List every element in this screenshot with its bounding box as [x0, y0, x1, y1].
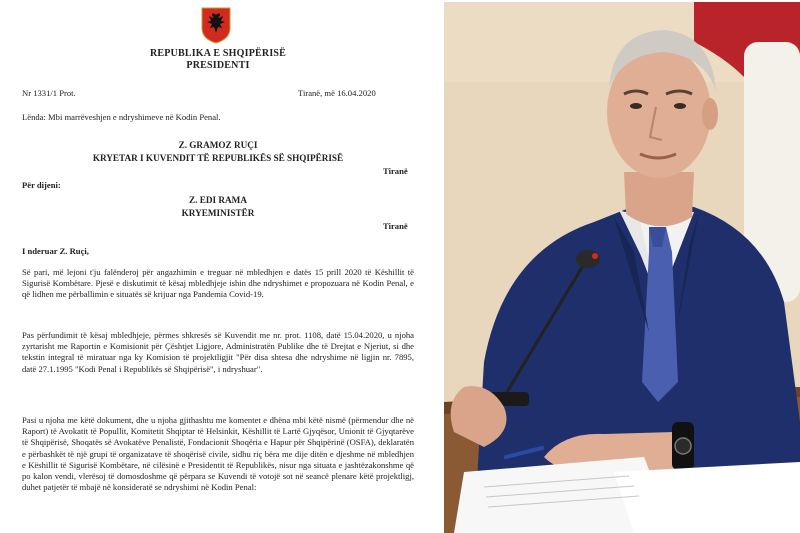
president-photo [444, 2, 800, 533]
letter-office-heading: PRESIDENTI [186, 60, 250, 71]
cc-label: Për dijeni: [22, 180, 61, 190]
recipient-city: Tiranë [383, 166, 408, 176]
protocol-number: Nr 1331/1 Prot. [22, 88, 76, 98]
recipient-name: Z. GRAMOZ RUÇI [178, 140, 258, 150]
letter-paragraph-3: Pasi u njoha me këtë dokument, dhe u njoha gjithashtu me komentet e dhëna mbi këtë nismë (përmendur dhe në Raport) të Avokatit të Popullit, Komitetit Shqiptar të Helsinkit, Këshillit të Lartë Gjyqësor, Unionit të Gjyqtarëve të Shqipërisë, Shoqatës së Avokatëve Penalistë, Fondacionit Shoqëria e Hapur për Shqipërinë (OSFA), deklaratën e përbashkët të një grupi të organizatave të shoqërisë civile, sidhu riç bëra me dije ditën e djeshme në mbledhjen e Këshillit të Sigurisë Kombëtare, në cilësinë e Presidentit të Republikës, nisur nga situata e jashtëzakonshme që po kalon vendi, vlerësoj të domosdoshme që përpara se Kuvendi të votojë sot në seancë plenare këtë projektligj, duhet patjetër të mbajë në konsideratë se ndryshimi në Kodin Penal: [22, 415, 414, 493]
albania-emblem-icon [200, 6, 232, 44]
letter-paragraph-1: Së pari, më lejoni t'ju falënderoj për angazhimin e treguar në mbledhjen e datës 15 prill 2020 të Këshillit të Sigurisë Kombëtare. Pjesë e diskutimit të kësaj mbledhjeje ishin dhe ndryshimet e propozuara në Kodin Penal, e që lidhen me përballimin e situatës së krijuar nga Pandemia Covid-19. [22, 267, 414, 300]
subject-line: Lënda: Mbi marrëveshjen e ndryshimeve në Kodin Penal. [22, 112, 221, 122]
place-date: Tiranë, më 16.04.2020 [298, 88, 376, 98]
letter-paragraph-2: Pas përfundimit të kësaj mbledhjeje, përmes shkresës së Kuvendit me nr. prot. 1108, datë 15.04.2020, u njoha zyrtarisht me Raportin e Komisionit për Çështjet Ligjore, Administratën Publike dhe të Drejtat e Njeriut, si dhe tekstin integral të miratuar nga ky Komision të projektligjit "Për disa shtesa dhe ndryshime në ligjin nr. 7895, datë 27.1.1995 "Kodi Penal i Republikës së Shqipërisë", i ndryshuar". [22, 330, 414, 374]
cc-title: KRYEMINISTËR [181, 208, 255, 218]
cc-city: Tiranë [383, 221, 408, 231]
salutation: I nderuar Z. Ruçi, [22, 246, 89, 256]
recipient-title: KRYETAR I KUVENDIT TË REPUBLIKËS SË SHQIPËRISË [92, 153, 344, 163]
cc-name: Z. EDI RAMA [189, 195, 247, 205]
letter-republic-heading: REPUBLIKA E SHQIPËRISË [149, 48, 287, 59]
